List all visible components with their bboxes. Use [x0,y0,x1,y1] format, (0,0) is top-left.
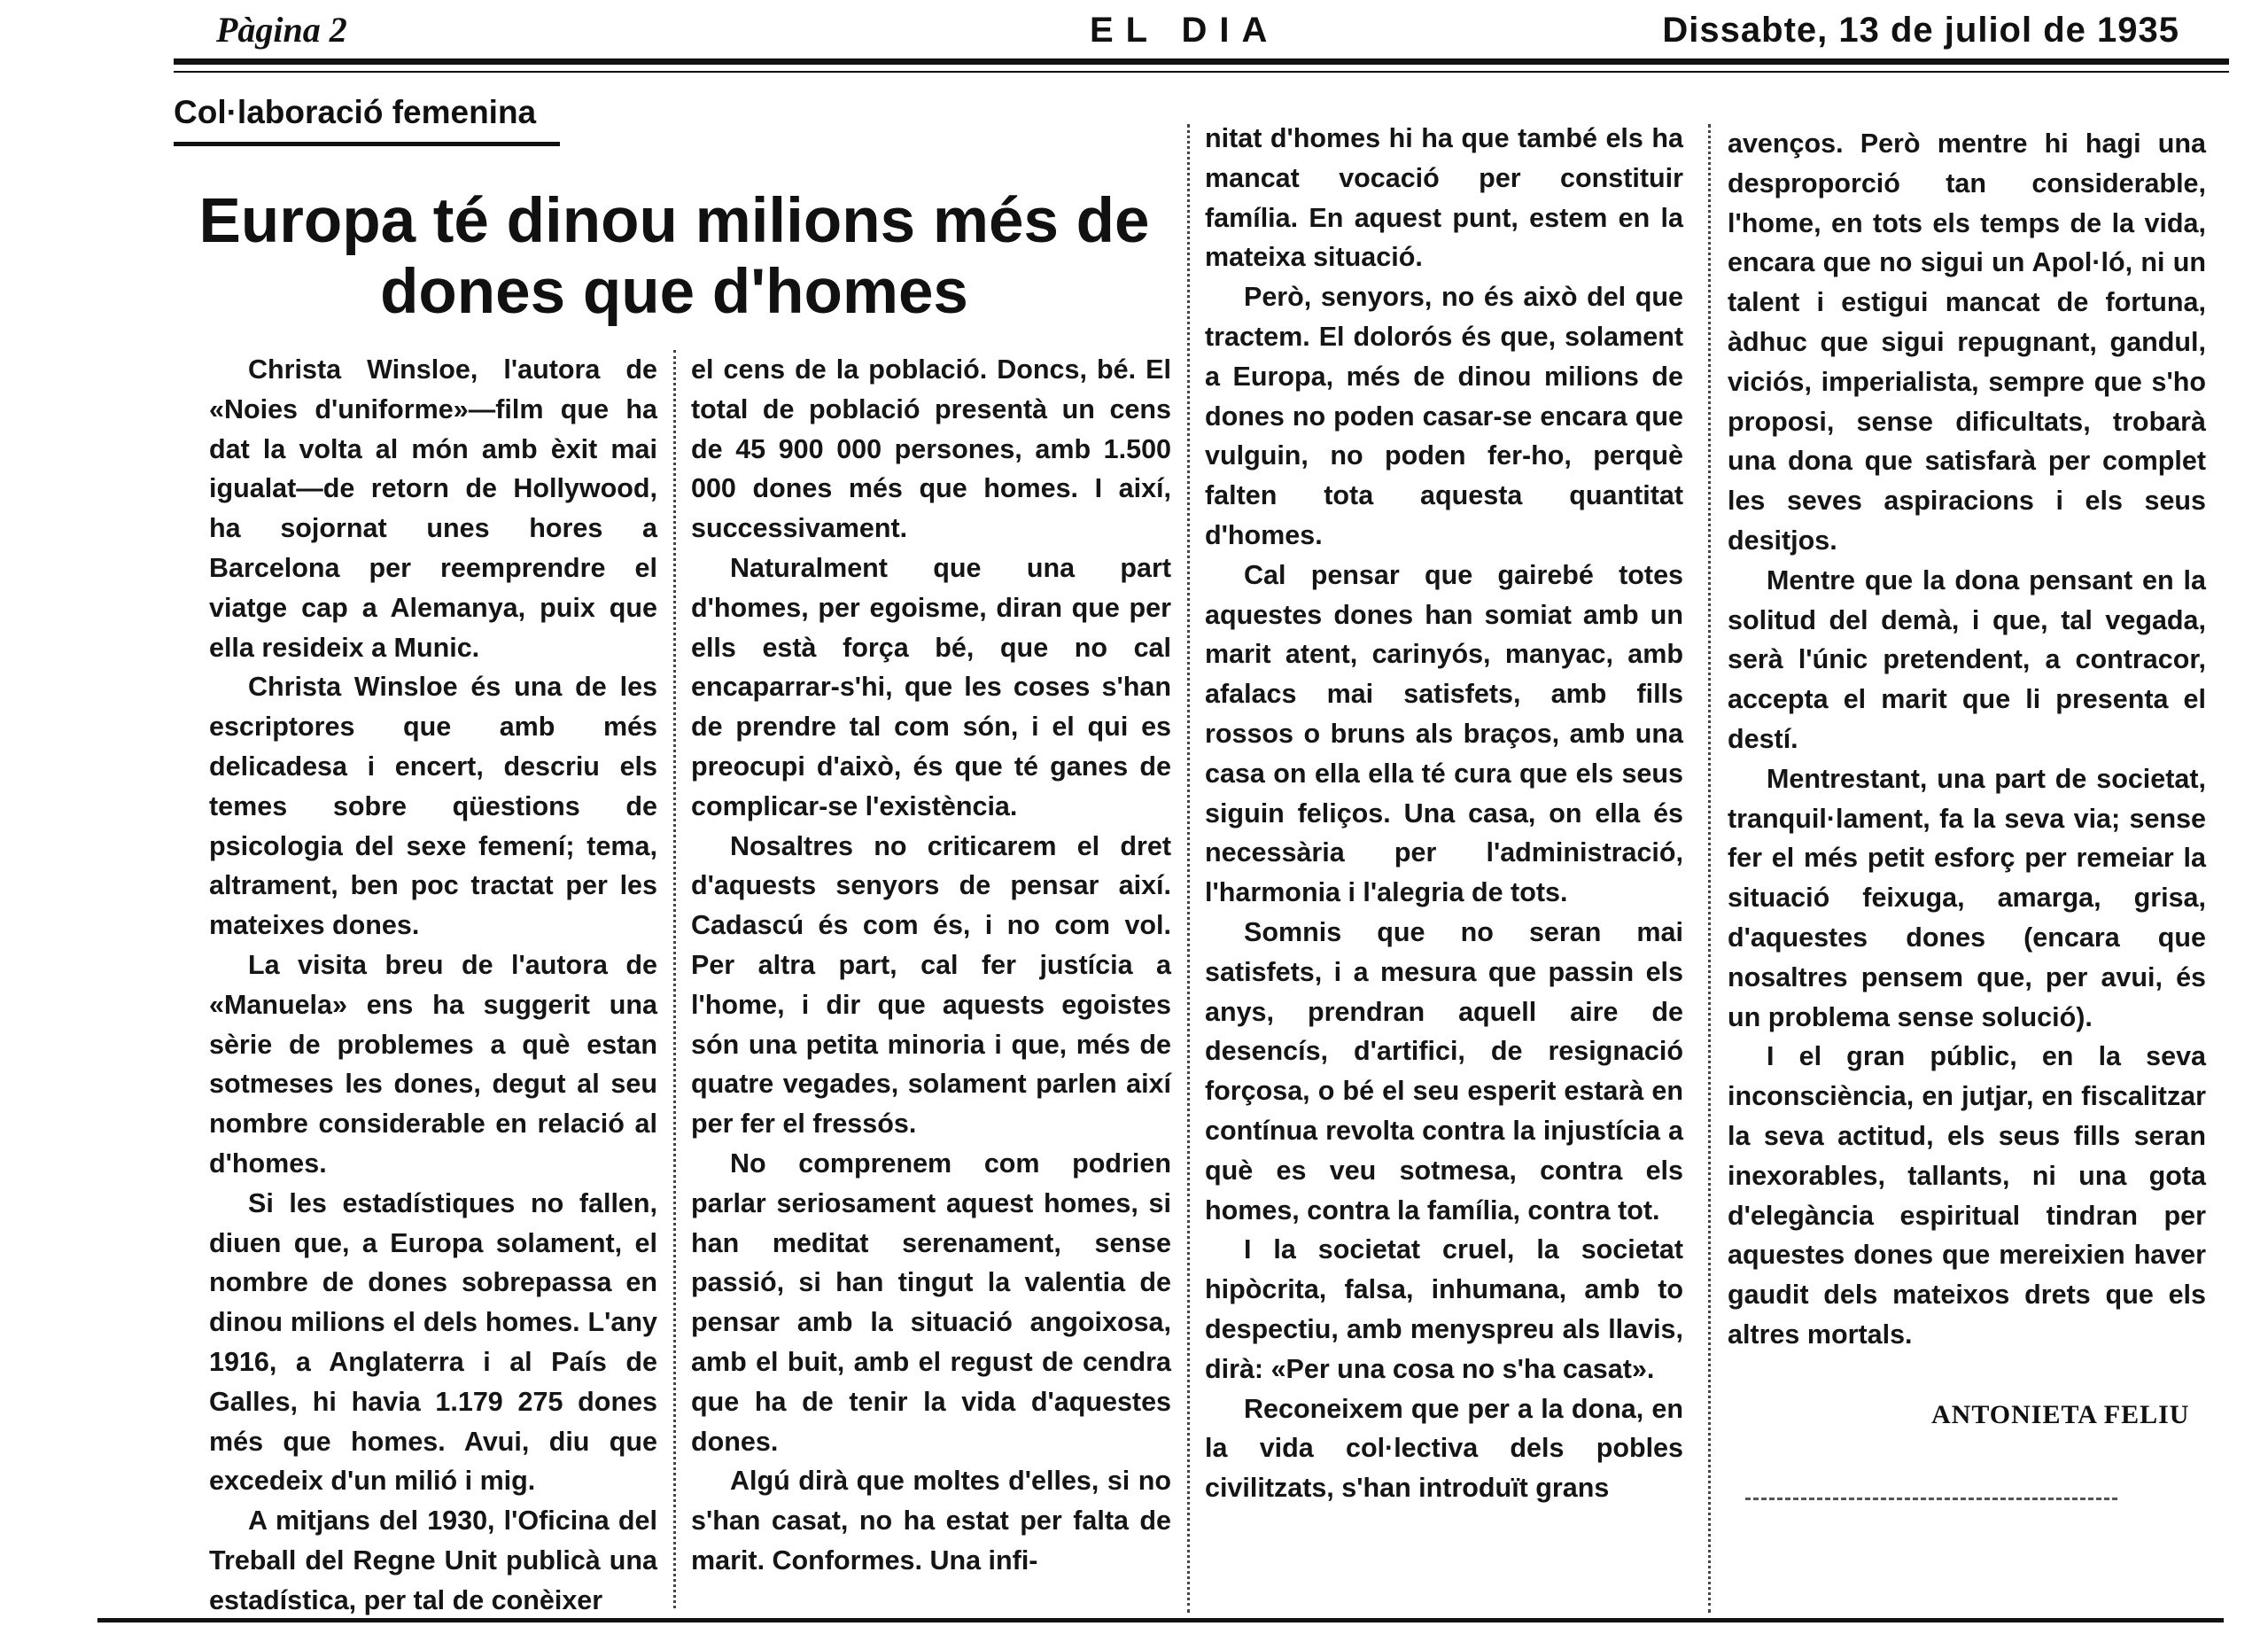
paragraph: el cens de la població. Doncs, bé. El total de població presentà un cens de 45 900 000 persones, amb 1.500 000 dones més que homes. I així, successivament. [691,354,1171,544]
column-divider [1187,124,1190,1613]
headline-line-1: Europa té dinou milions més de [198,186,1150,256]
article-headline [174,186,1175,328]
paragraph: Si les estadístiques no fallen, diuen que, a Europa solament, el nombre de dones sobrepassa en dinou milions el dels homes. L'any 1916, a Anglaterra i al País de Galles, hi havia 1.179 275 dones més que homes. Avui, diu que excedeix d'un milió i mig. [209,1187,657,1497]
header-rule [174,58,2229,65]
paragraph: Mentrestant, una part de societat, tranquil·lament, fa la seva via; sense fer el més petit esforç per remeiar la situació feixuga, amarga, grisa, d'aquestes dones (encara que nosaltres pensem que, per avui, és un problema sense solució). [1728,763,2206,1032]
section-rule [174,142,560,146]
column-divider [673,350,676,1608]
article-column-2 [691,350,1171,1581]
paragraph: Mentre que la dona pensant en la solitud del demà, i que, tal vegada, serà l'únic pretendent, a contracor, accepta el marit que li presenta el destí. [1728,564,2206,754]
paragraph: Però, senyors, no és això del que tractem. El dolorós és que, solament a Europa, més de dinou milions de dones no poden casar-se encara que vulguin, no poden fer-ho, perquè falten tota aquesta quantitat d'homes. [1205,282,1683,550]
headline-line-2: dones que d'homes [380,257,968,327]
footer-rule [97,1618,2224,1622]
paragraph: avenços. Però mentre hi hagi una desproporció tan considerable, l'home, en tots els temps de la vida, encara que no sigui un Apol·ló, ni un talent i estigui mancat de fortuna, àdhuc que sigui repugnant, gandul, viciós, imperialista, sempre que s'ho proposi, sense dificultats, trobarà una dona que satisfarà per complet les seves aspiracions i els seus desitjos. [1728,128,2206,556]
paragraph: Naturalment que una part d'homes, per egoisme, diran que per ells està força bé, que no cal encaparrar-s'hi, que les coses s'han de prendre tal com són, i el qui es preocupi d'això, és que té ganes de complicar-se l'existència. [691,552,1171,821]
article-column-4 [1728,124,2206,1355]
column-divider [1708,124,1711,1613]
paragraph: nitat d'homes hi ha que també els ha mancat vocació per constituir família. En aquest punt, estem en la mateixa situació. [1205,123,1683,273]
paragraph: Christa Winsloe, l'autora de «Noies d'uniforme»—film que ha dat la volta al món amb èxit mai igualat—de retorn de Hollywood, ha sojornat unes hores a Barcelona per reemprendre el viatge cap a Alemanya, puix que ella resideix a Munic. [209,354,657,663]
signature-rule [1745,1498,2117,1500]
paragraph: Algú dirà que moltes d'elles, si no s'han casat, no ha estat per falta de marit. Conformes. Una infi- [691,1466,1171,1576]
paragraph: Christa Winsloe és una de les escriptores que amb més delicadesa i encert, descriu els temes sobre qüestions de psicologia del sexe femení; tema, altrament, ben poc tractat per les mateixes dones. [209,672,657,941]
paragraph: Reconeixem que per a la dona, en la vida col·lectiva dels pobles civilitzats, s'han introduït grans [1205,1393,1683,1504]
paragraph: Cal pensar que gairebé totes aquestes dones han somiat amb un marit atent, carinyós, manyac, amb afalacs mai satisfets, amb fills rossos o bruns als braços, amb una casa on ella ella té cura que els seus siguin feliços. Una casa, on ella és necessària per l'administració, l'harmonia i l'alegria de tots. [1205,559,1683,908]
header-rule-thin [174,71,2229,73]
paragraph: Nosaltres no criticarem el dret d'aquests senyors de pensar així. Cadascú és com és, i no com vol. Per altra part, cal fer justícia a l'home, i dir que aquests egoistes són una petita minoria i que, més de quatre vegades, solament parlen així per fer el fressós. [691,830,1171,1140]
page-number: Pàgina 2 [216,10,347,50]
paragraph: I la societat cruel, la societat hipòcrita, falsa, inhumana, amb to despectiu, amb menyspreu als llavis, dirà: «Per una cosa no s'ha casat». [1205,1234,1683,1384]
article-column-1 [209,350,657,1621]
paragraph: A mitjans del 1930, l'Oficina del Treball del Regne Unit publicà una estadística, per tal de conèixer [209,1506,657,1615]
paragraph: Somnis que no seran mai satisfets, i a mesura que passin els anys, prendran aquell aire de desencís, d'artifici, de resignació forçosa, o bé el seu esperit estarà en contínua revolta contra la injustícia a què es veu sotmesa, contra els homes, contra la família, contra tot. [1205,916,1683,1226]
paragraph: I el gran públic, en la seva inconsciència, en jutjar, en fiscalitzar la seva actitud, els seus fills seran inexorables, tallants, ni una gota d'elegància espiritual tindran per aquestes dones que mereixien haver gaudit dels mateixos drets que els altres mortals. [1728,1041,2206,1350]
paragraph: La visita breu de l'autora de «Manuela» ens ha suggerit una sèrie de problemes a què estan sotmeses les dones, degut al seu nombre considerable en relació al d'homes. [209,949,657,1179]
paragraph: No comprenem com podrien parlar seriosament aquest homes, si han meditat serenament, sense passió, si han tingut la valentia de pensar amb la situació angoixosa, amb el buit, amb el regust de cendra que ha de tenir la vida d'aquestes dones. [691,1148,1171,1457]
masthead: EL DIA [1090,11,1280,50]
author-signature: ANTONIETA FELIU [1931,1400,2190,1429]
section-label: Col·laboració femenina [174,94,537,130]
article-column-3 [1205,119,1683,1508]
issue-date: Dissabte, 13 de juliol de 1935 [1662,11,2179,50]
